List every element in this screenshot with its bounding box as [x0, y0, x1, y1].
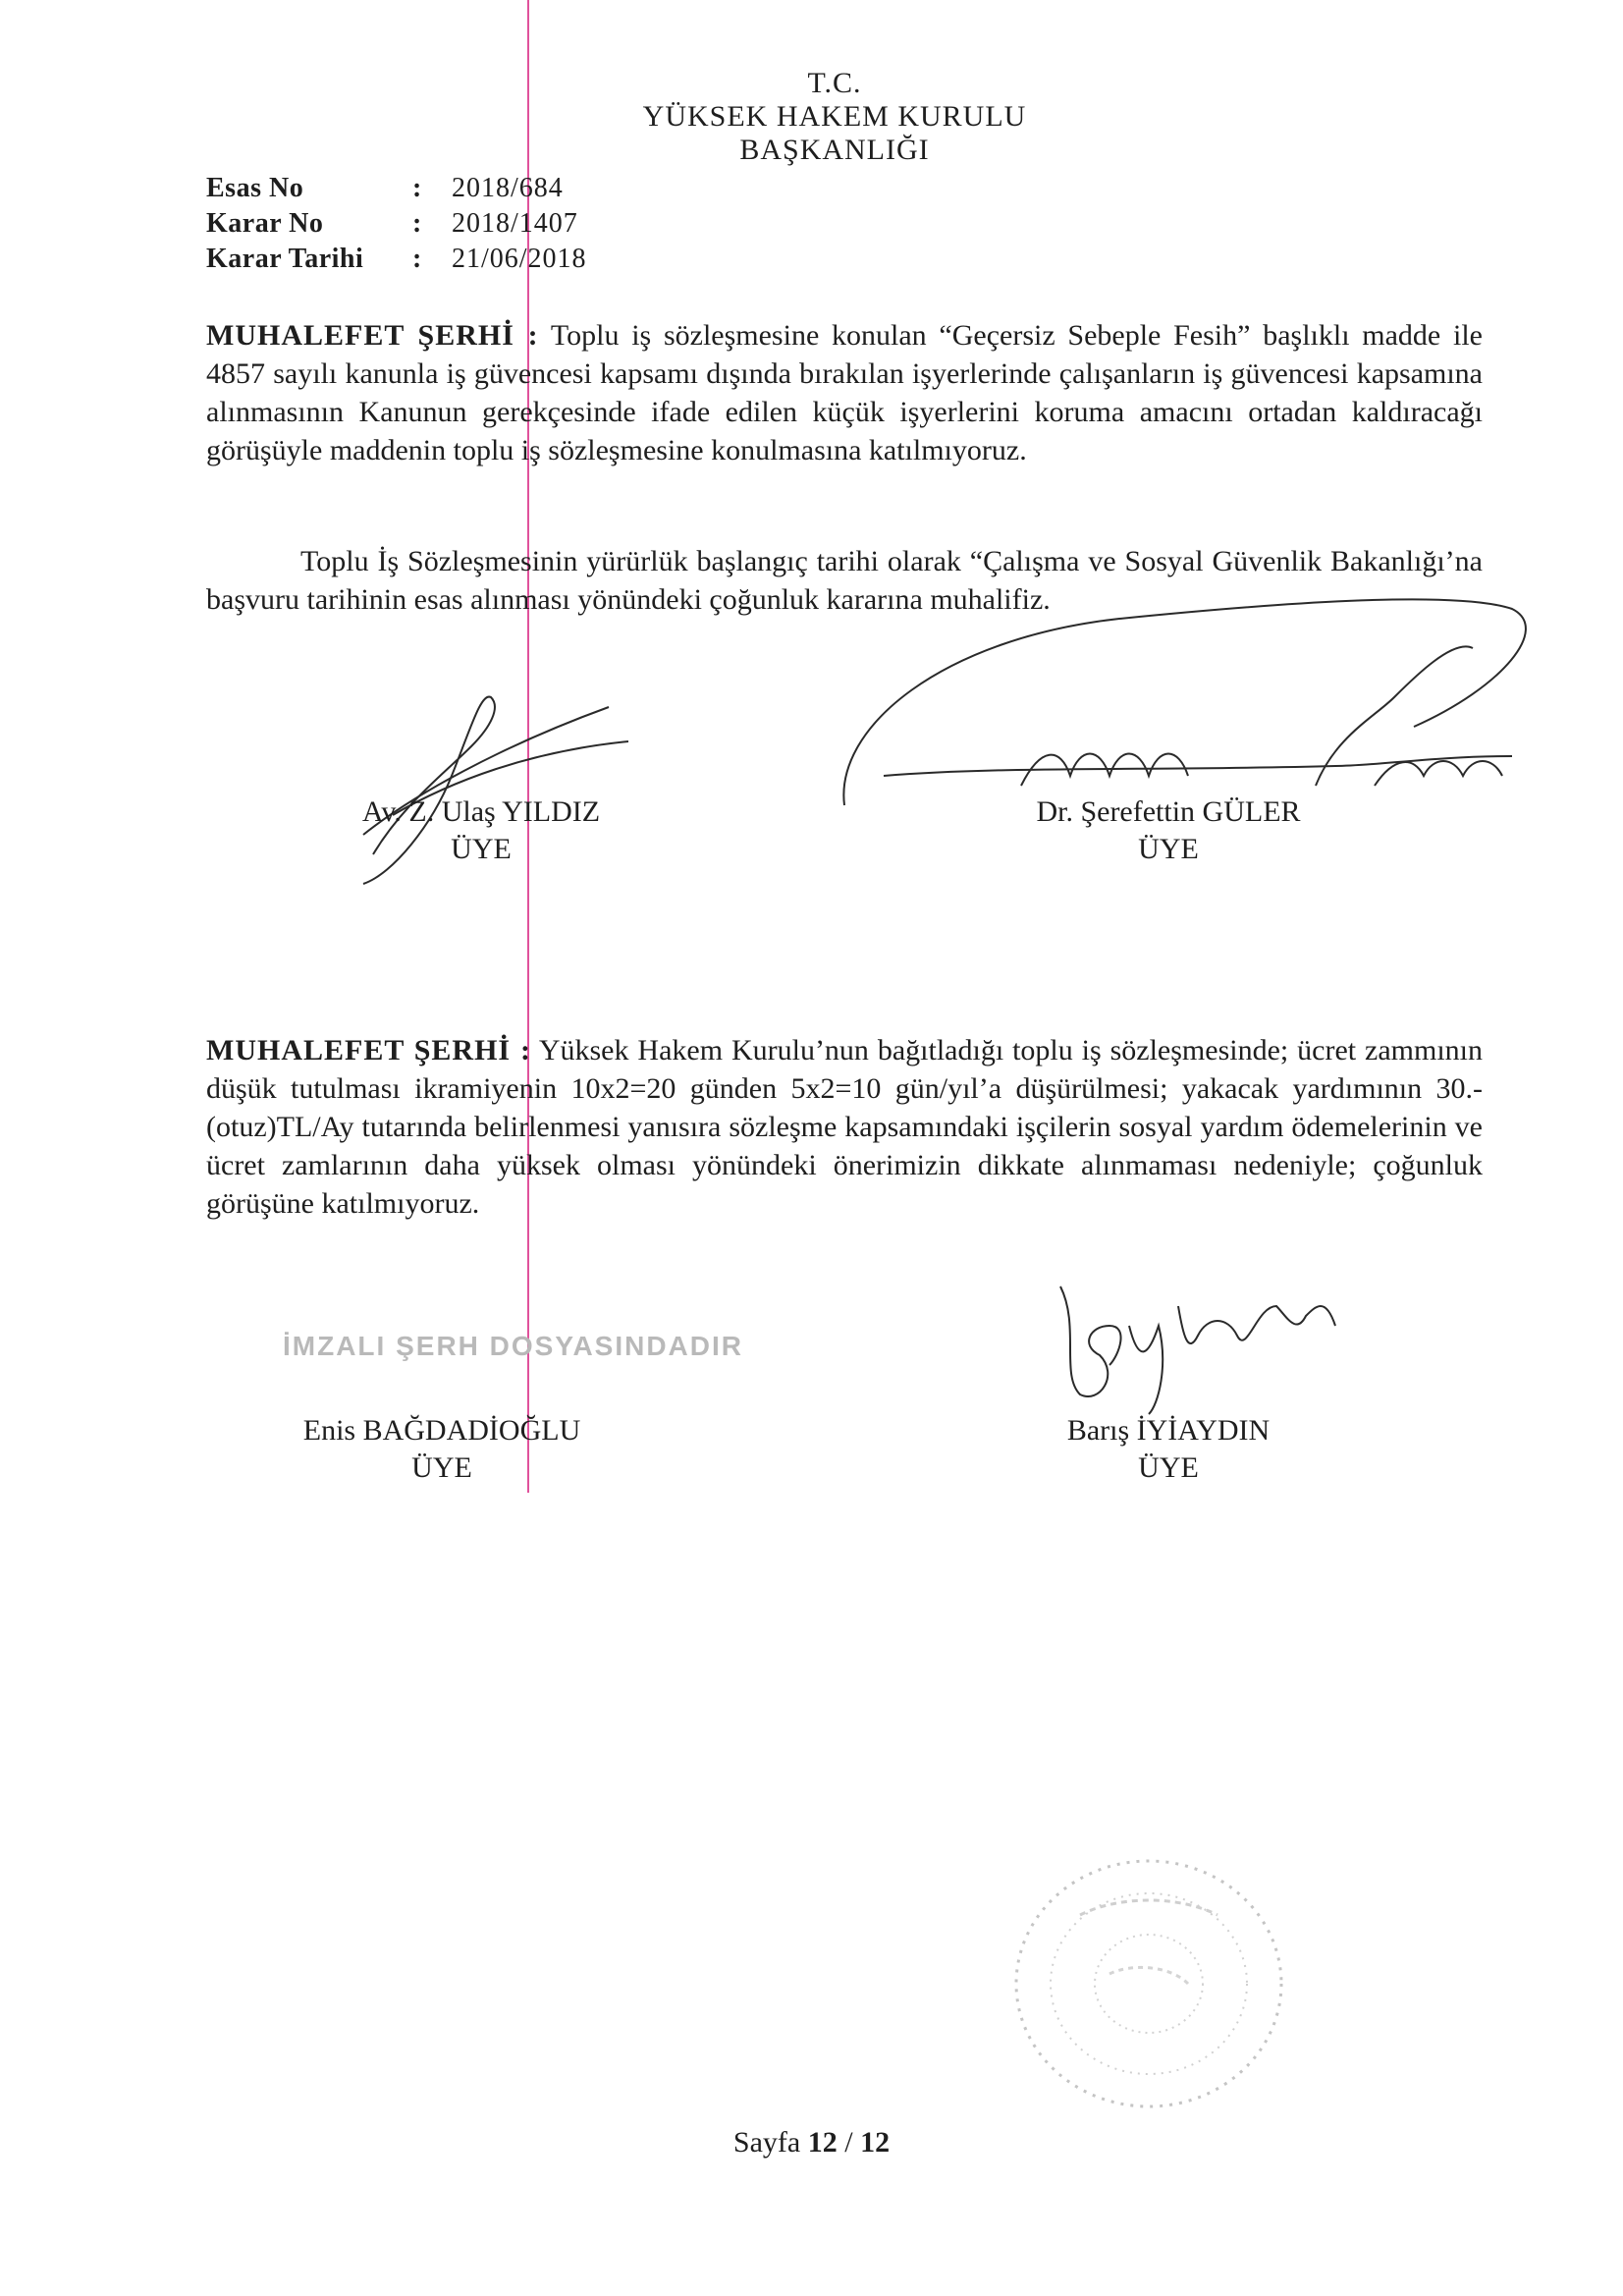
meta-value: 2018/1407 [452, 208, 578, 239]
footer-page-number: 12 [807, 2126, 838, 2159]
signed-dissent-stamp: İMZALI ŞERH DOSYASINDADIR [283, 1331, 744, 1361]
footer-separator: / [844, 2126, 853, 2159]
dissent-text: Yüksek Hakem Kurulu’nun bağıtladığı toplu iş sözleşmesinde; ücret zammının düşük tutulması ikramiyenin 10x2=20 günden 5x2=10 gün/yıl’a düşürülmesi; yakacak yardımının 30.-(otuz)TL/Ay tutarında belirlenmesi yanısıra sözleşme kapsamındaki işçilerin sosyal yardım ödemelerinin ve ücret zamlarının daha yüksek olması yönündeki önerimizin dikkate alınmaması nedeniyle; çoğunluk görüşüne katılmıyoruz. [206, 1034, 1483, 1220]
signatory-name: Av. Z. Ulaş YILDIZ [361, 795, 601, 828]
meta-row-date [206, 242, 587, 277]
signatory-name: Dr. Şerefettin GÜLER [1036, 795, 1301, 828]
meta-separator: : [412, 173, 422, 203]
signatory-bagdadioglu [255, 1412, 628, 1487]
dissent-label: MUHALEFET ŞERHİ : [206, 1034, 532, 1066]
dissent-paragraph-1 [206, 316, 1483, 469]
meta-value: 2018/684 [452, 173, 564, 203]
dissent-paragraph-2 [206, 1031, 1483, 1223]
meta-row-esas [206, 171, 587, 206]
dissent-label: MUHALEFET ŞERHİ : [206, 319, 539, 352]
meta-key: Esas No [206, 173, 304, 203]
header-line-presidency: BAŞKANLIĞI [739, 134, 930, 166]
meta-key: Karar No [206, 208, 324, 239]
official-seal [1001, 1846, 1296, 2121]
page-footer [0, 2126, 1623, 2159]
dissent-text: Toplu iş sözleşmesine konulan “Geçersiz Sebeple Fesih” başlıklı madde ile 4857 sayılı kanunla iş güvencesi kapsamı dışında bırakılan işyerlerinde çalışanların iş güvencesi kapsamına alınmasının Kanunun gerekçesinde ifade edilen küçük işyerlerini koruma amacını ortadan kaldıracağı görüşüyle maddenin toplu iş sözleşmesine konulmasına katılmıyoruz. [206, 319, 1483, 466]
signatory-role: ÜYE [1138, 1451, 1199, 1484]
header [550, 67, 1119, 167]
signatory-iyiaydin [982, 1412, 1355, 1487]
footer-total-pages: 12 [860, 2126, 891, 2159]
header-line-tc: T.C. [807, 67, 862, 99]
meta-row-karar [206, 206, 587, 242]
meta-value: 21/06/2018 [452, 244, 587, 274]
signatory-guler [982, 793, 1355, 868]
signatory-role: ÜYE [411, 1451, 472, 1484]
signature-iyiaydin [1041, 1267, 1355, 1424]
signatory-name: Enis BAĞDADİOĞLU [302, 1414, 581, 1447]
footer-prefix: Sayfa [732, 2126, 801, 2159]
signatory-yildiz [295, 793, 668, 868]
meta-separator: : [412, 208, 422, 239]
signatory-role: ÜYE [451, 833, 512, 865]
case-meta [206, 171, 587, 277]
signatory-role: ÜYE [1138, 833, 1199, 865]
meta-key: Karar Tarihi [206, 244, 364, 274]
dissent-text-2: Toplu İş Sözleşmesinin yürürlük başlangıç tarihi olarak “Çalışma ve Sosyal Güvenlik Bakanlığı’na başvuru tarihinin esas alınması yönündeki çoğunluk kararına muhalifiz. [206, 545, 1483, 616]
meta-separator: : [412, 244, 422, 274]
header-line-institution: YÜKSEK HAKEM KURULU [642, 100, 1027, 133]
signatory-name: Barış İYİAYDIN [1066, 1414, 1271, 1447]
